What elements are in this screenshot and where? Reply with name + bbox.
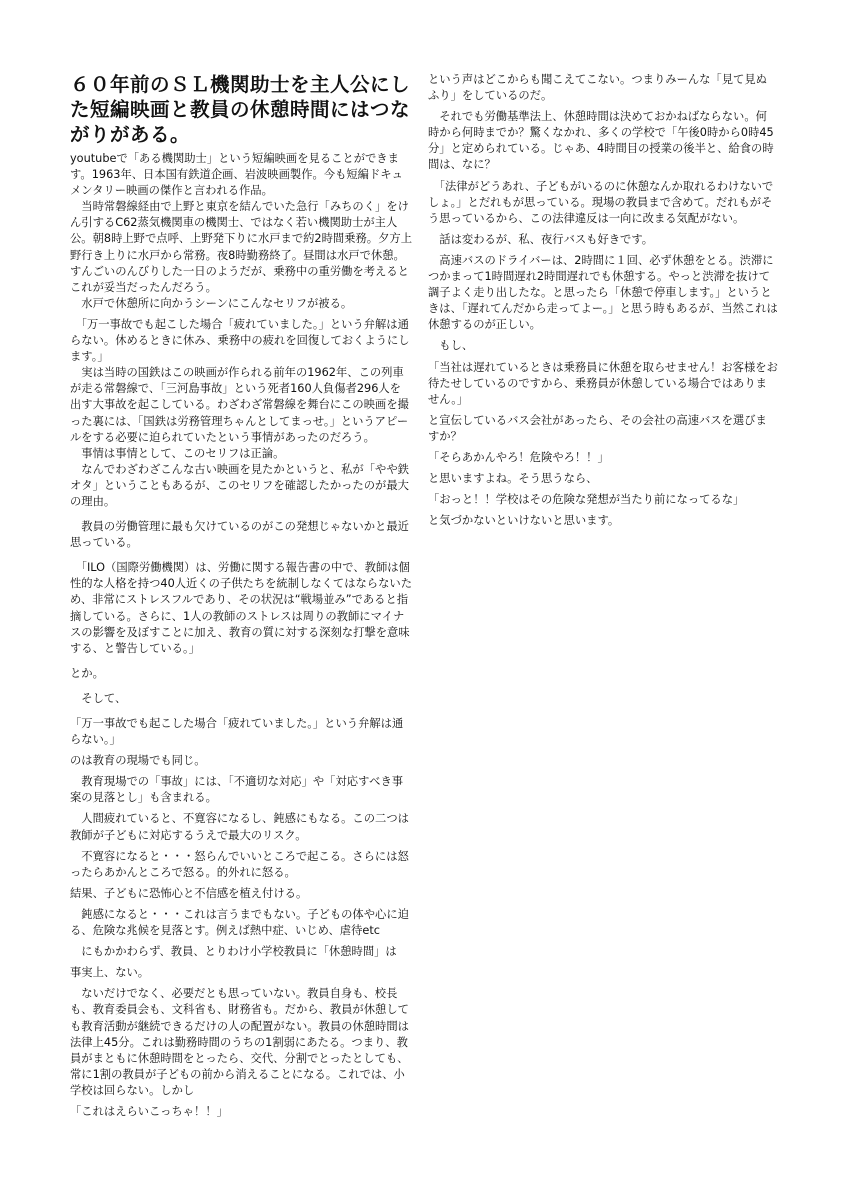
quote-paragraph: 「万一事故でも起こした場合「疲れていました。」という弁解は通らない。」 <box>70 717 404 747</box>
paragraph: 出す大事故を起こしている。わざわざ常磐線を舞台にこの映画を撮った裏には、「国鉄は労務管理ちゃんとしてまっせ。」というアピールをする必要に迫られていたという事情があったのだろう。 <box>70 398 409 444</box>
quote-paragraph: 「おっと！！学校はその危険な発想が当たり前になってるな」 <box>428 493 745 507</box>
paragraph: とか。 <box>70 666 104 680</box>
paragraph: なんでわざわざこんな古い映画を見たかというと、私が「やや鉄オタ」ということもあるが、このセリフを確認したかったのが最大の理由。 <box>70 462 409 508</box>
paragraph: 人間疲れていると、不寛容になるし、鈍感にもなる。この二つは教師が子どもに対応するうえで最大のリスク。 <box>70 812 409 842</box>
paragraph: 当時常磐線経由で上野と東京を結んでいた急行「みちのく」をけん引するC62蒸気機関車の機関士、ではなく若い機関助士が主人公。朝8時上野で点呼、上野発下りに水戸まで約2時間乗務。夕方上野行き上りに水戸から常務。夜8時勤務終了。昼間は水戸で休憩。すんごいのんびりした一日のようだが、乗務中の重労働を考えるとこれが妥当だったんだろう。 <box>70 200 412 294</box>
paragraph: 高速バスのドライバーは、2時間に１回、必ず休憩をとる。渋滞につかまって1時間遅れ2時間遅れでも休憩する。やっと渋滞を抜けて調子よく走り出したな。と思ったら「休憩で停車します。」というときは、「遅れてんだから走ってよー。」と思う時もあるが、当然これは休憩するのが正しい。 <box>428 253 778 332</box>
paragraph: 「万一事故でも起こした場合「疲れていました。」という弁解は通らない。休めるときに休み、乗務中の疲れを回復しておくようにします。」 <box>70 317 410 364</box>
paragraph: 教員の労働管理に最も欠けているのがこの発想じゃないかと最近思っている。 <box>70 520 409 550</box>
left-column <box>70 72 412 1120</box>
paragraph: 事情は事情として、このセリフは正論。 <box>70 446 285 460</box>
paragraph: 話は変わるが、私、夜行バスも好きです。 <box>428 232 654 246</box>
paragraph: ないだけでなく、必要だとも思っていない。教員自身も、校長も、教育委員会も、文科省も、財務省も。だから、教員が休憩しても教育活動が継続できるだけの人の配置がない。教員の休憩時間は法律上45分。これは勤務時間のうちの1割弱にあたる。つまり、教員がまともに休憩時間をとったら、交代、分割でとったとしても、常に1割の教員が子どもの前から消えることになる。これでは、小学校は回らない。しかし <box>70 987 409 1097</box>
paragraph: にもかかわらず、教員、とりわけ小学校教員に「休憩時間」は <box>70 945 397 959</box>
paragraph: と気づかないといけないと思います。 <box>428 514 620 528</box>
paragraph: と思いますよね。そう思うなら、 <box>428 472 598 486</box>
paragraph: もし、 <box>428 339 474 353</box>
paragraph: 不寛容になると・・・怒らんでいいところで起こる。さらには怒ったらあかんところで怒る。的外れに怒る。 <box>70 849 409 879</box>
paragraph: それでも労働基準法上、休憩時間は決めておかねばならない。何時から何時までか？驚くなかれ、多くの学校で「午後0時から0時45分」と定められている。じゃあ、4時間目の授業の後半と、給食の時間は、なに？ <box>428 110 774 172</box>
right-column <box>428 72 778 529</box>
paragraph: 結果、子どもに恐怖心と不信感を植え付ける。 <box>70 886 308 900</box>
paragraph: という声はどこからも聞こえてこない。つまりみーんな「見て見ぬふり」をしているのだ。 <box>428 73 767 103</box>
paragraph: そして、 <box>70 691 127 705</box>
quote-paragraph: 「ILO（国際労働機関）は、労働に関する報告書の中で、教師は個性的な人格を持つ40人近くの子供たちを統制しなくてはならないため、非常にストレスフルであり、その状況は“戦場並み”であると指摘している。さらに、1人の教師のストレスは周りの教師にマイナスの影響を及ぼすことに加え、教育の質に対する深刻な打撃を意味する、と警告している。」 <box>70 561 412 655</box>
paragraph: 実は当時の国鉄はこの映画が作られる前年の1962年、この列車が走る常磐線で、「三河島事故」という死者160人負傷者296人を <box>70 366 404 396</box>
paragraph: 水戸で休憩所に向かうシーンにこんなセリフが被る。 <box>70 296 353 310</box>
paragraph: 教育現場での「事故」には、「不適切な対応」や「対応すべき事案の見落とし」も含まれる。 <box>70 775 404 805</box>
paragraph: のは教育の現場でも同じ。 <box>70 754 206 768</box>
paragraph: 事実上、ない。 <box>70 966 150 980</box>
paragraph: 鈍感になると・・・これは言うまでもない。子どもの体や心に迫る、危険な兆候を見落とす。例えば熱中症、いじめ、虐待etc <box>70 907 409 938</box>
article-title: ６０年前のＳＬ機関助士を主人公にした短編映画と教員の休憩時間にはつながりがある。 <box>70 73 411 146</box>
paragraph: youtubeで「ある機関助士」という短編映画を見ることができます。1963年、日本国有鉄道企画、岩波映画製作。今も短編ドキュメンタリー映画の傑作と言われる作品。 <box>70 152 403 198</box>
quote-paragraph: 「これはえらいこっちゃ！！」 <box>70 1104 228 1118</box>
paragraph: 「法律がどうあれ、子どもがいるのに休憩なんか取れるわけないでしょ。」とだれもが思っている。現場の教員まで含めて。だれもがそう思っているから、この法律違反は一向に改まる気配がない。 <box>428 179 774 225</box>
quote-paragraph: 「当社は遅れているときは乗務員に休憩を取らせません！お客様をお待たせしているのですから、乗務員が休憩している場合ではありません。」 <box>428 360 778 406</box>
quote-paragraph: 「そらあかんやろ！危険やろ！！」 <box>428 450 609 464</box>
paragraph: と宣伝しているバス会社があったら、その会社の高速バスを選びますか？ <box>428 413 767 443</box>
